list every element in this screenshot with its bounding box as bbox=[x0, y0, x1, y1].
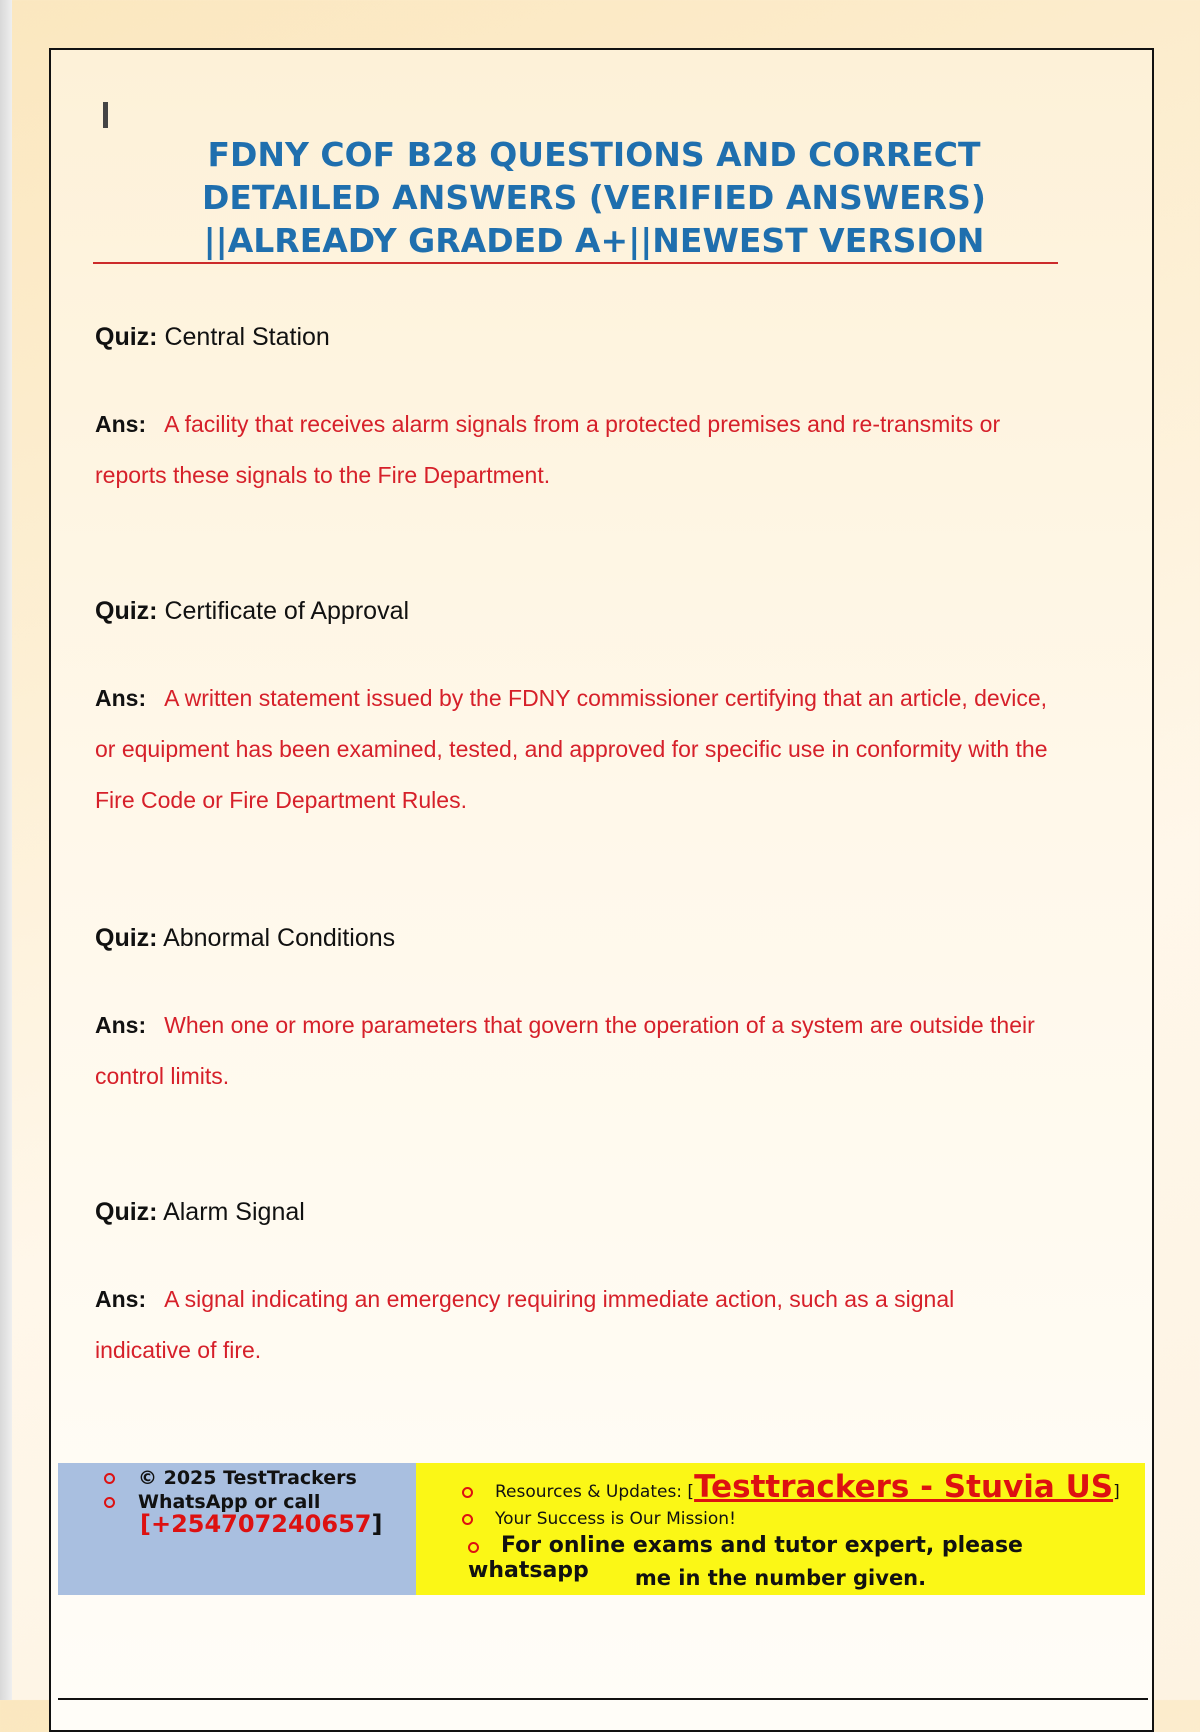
answer bbox=[95, 1274, 1055, 1376]
quiz-text: Central Station bbox=[164, 323, 330, 351]
phone-number[interactable]: +254707240657 bbox=[150, 1510, 372, 1538]
qa-block-4 bbox=[95, 1195, 1055, 1376]
quiz-label: Quiz: bbox=[95, 1198, 158, 1226]
viewer-left-edge bbox=[0, 0, 12, 1700]
qa-block-1 bbox=[95, 320, 1055, 501]
answer-text: A written statement issued by the FDNY commissioner certifying that an article, device, or equipment has been examined, tested, and approved for specific use in conformity with the Fire Code or Fire Department Rules. bbox=[95, 685, 1048, 813]
answer bbox=[95, 399, 1055, 501]
ans-label: Ans: bbox=[95, 685, 147, 711]
document-title bbox=[144, 133, 1044, 262]
answer-text: When one or more parameters that govern the operation of a system are outside their control limits. bbox=[95, 1012, 1035, 1089]
footer-resources-row bbox=[462, 1469, 1120, 1505]
ans-label: Ans: bbox=[95, 1286, 147, 1312]
quiz-text: Abnormal Conditions bbox=[163, 924, 396, 952]
expert-text-line-2: me in the number given. bbox=[634, 1566, 927, 1590]
quiz-text: Certificate of Approval bbox=[164, 597, 410, 625]
footer-resources-panel bbox=[416, 1463, 1145, 1595]
title-underline bbox=[93, 262, 1058, 264]
quiz-label: Quiz: bbox=[95, 597, 158, 625]
bullet-icon bbox=[462, 1514, 473, 1525]
title-line-3: ||ALREADY GRADED A+||NEWEST VERSION bbox=[203, 221, 985, 260]
ans-label: Ans: bbox=[95, 1012, 147, 1038]
phone-open-bracket: [ bbox=[140, 1510, 151, 1538]
phone-close-bracket: ] bbox=[371, 1510, 383, 1538]
resources-close-bracket: ] bbox=[1113, 1482, 1120, 1502]
title-line-1: FDNY COF B28 QUESTIONS AND CORRECT bbox=[207, 135, 981, 174]
bullet-icon bbox=[104, 1473, 115, 1484]
quiz-label: Quiz: bbox=[95, 924, 158, 952]
expert-text-line-1: For online exams and tutor expert, please whatsapp bbox=[468, 1533, 1023, 1583]
footer-contact-label: WhatsApp or call bbox=[138, 1491, 321, 1513]
title-line-2: DETAILED ANSWERS (VERIFIED ANSWERS) bbox=[202, 178, 986, 217]
ans-label: Ans: bbox=[95, 411, 147, 437]
answer bbox=[95, 673, 1055, 826]
footer-mission-row bbox=[462, 1509, 736, 1529]
bullet-icon bbox=[462, 1487, 473, 1498]
footer-copyright-row bbox=[104, 1467, 357, 1489]
footer-contact-panel bbox=[58, 1463, 416, 1595]
footer-phone[interactable] bbox=[140, 1510, 382, 1538]
quiz-text: Alarm Signal bbox=[163, 1198, 305, 1226]
quiz-question bbox=[95, 320, 1055, 354]
answer-text: A facility that receives alarm signals from a protected premises and re-transmits or reports these signals to the Fire Department. bbox=[95, 411, 1001, 488]
footer-copyright: © 2025 TestTrackers bbox=[138, 1467, 357, 1489]
resources-label: Resources & Updates: [ bbox=[495, 1482, 695, 1502]
quiz-label: Quiz: bbox=[95, 323, 158, 351]
answer bbox=[95, 1000, 1055, 1102]
quiz-question bbox=[95, 921, 1055, 955]
promo-footer bbox=[58, 1463, 1145, 1595]
resources-link[interactable]: Testtrackers - Stuvia US bbox=[694, 1469, 1114, 1505]
qa-block-2 bbox=[95, 594, 1055, 826]
bullet-icon bbox=[104, 1497, 115, 1508]
answer-text: A signal indicating an emergency requiring immediate action, such as a signal indicative of fire. bbox=[95, 1286, 955, 1363]
text-cursor-mark bbox=[103, 102, 108, 128]
mission-text: Your Success is Our Mission! bbox=[495, 1509, 736, 1529]
bullet-icon bbox=[468, 1542, 479, 1553]
quiz-question bbox=[95, 1195, 1055, 1229]
qa-block-3 bbox=[95, 921, 1055, 1102]
quiz-question bbox=[95, 594, 1055, 628]
